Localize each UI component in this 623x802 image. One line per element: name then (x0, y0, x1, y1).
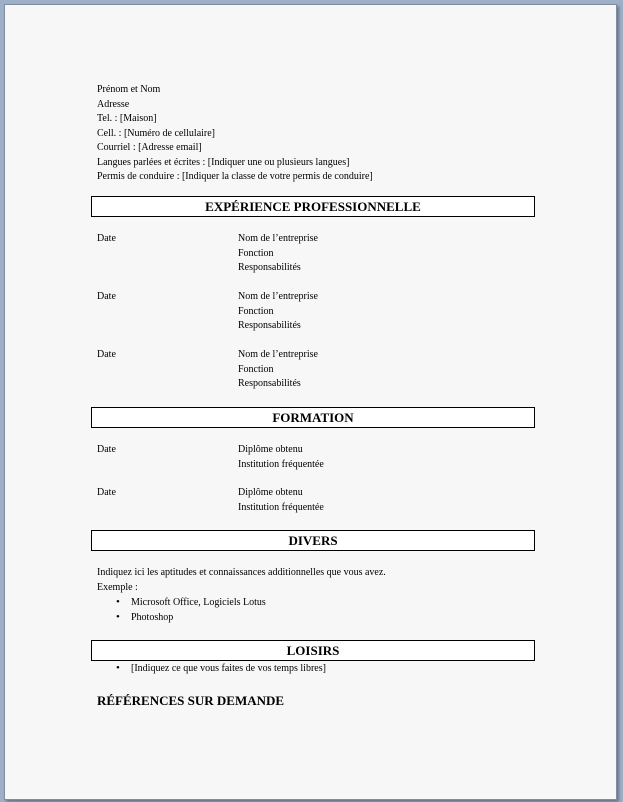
divers-example-label: Exemple : (97, 581, 138, 593)
divers-heading: DIVERS (91, 530, 535, 551)
entry-duties: Responsabilités (238, 378, 301, 389)
languages-line: Langues parlées et écrites : [Indiquer une ou plusieurs langues] (97, 156, 350, 168)
divers-intro: Indiquez ici les aptitudes et connaissances additionnelles que vous avez. (97, 567, 386, 578)
entry-duties: Responsabilités (238, 320, 301, 331)
divers-list (97, 595, 386, 625)
entry-role: Fonction (238, 363, 274, 375)
experience-heading: EXPÉRIENCE PROFESSIONNELLE (91, 196, 535, 217)
entry-date: Date (97, 291, 116, 302)
entry-institution: Institution fréquentée (238, 501, 324, 513)
address-line: Adresse (97, 98, 130, 110)
entry-diploma: Diplôme obtenu (238, 487, 303, 498)
name-line: Prénom et Nom (97, 84, 161, 95)
loisirs-heading: LOISIRS (91, 640, 535, 661)
entry-company: Nom de l’entreprise (238, 349, 318, 360)
loisirs-list (97, 661, 326, 676)
entry-date: Date (97, 349, 116, 360)
license-line: Permis de conduire : [Indiquer la classe de votre permis de conduire] (97, 171, 373, 182)
contact-header (97, 83, 537, 185)
list-item: • Photoshop (97, 610, 386, 625)
references-line: RÉFÉRENCES SUR DEMANDE (97, 693, 285, 708)
phone-line: Tel. : [Maison] (97, 113, 157, 124)
entry-duties: Responsabilités (238, 262, 301, 273)
list-item: • [Indiquez ce que vous faites de vos temps libres] (97, 661, 326, 676)
entry-date: Date (97, 444, 116, 455)
entry-date: Date (97, 233, 116, 244)
entry-company: Nom de l’entreprise (238, 291, 318, 302)
document-page (4, 4, 617, 800)
formation-heading: FORMATION (91, 407, 535, 428)
email-line: Courriel : [Adresse email] (97, 142, 202, 153)
loisirs-block (97, 661, 326, 676)
entry-role: Fonction (238, 305, 274, 317)
entry-institution: Institution fréquentée (238, 458, 324, 470)
cell-line: Cell. : [Numéro de cellulaire] (97, 127, 216, 139)
entry-role: Fonction (238, 247, 274, 259)
entry-diploma: Diplôme obtenu (238, 444, 303, 455)
entry-date: Date (97, 487, 116, 498)
divers-block (97, 566, 386, 625)
list-item: • Microsoft Office, Logiciels Lotus (97, 595, 386, 610)
entry-company: Nom de l’entreprise (238, 233, 318, 244)
